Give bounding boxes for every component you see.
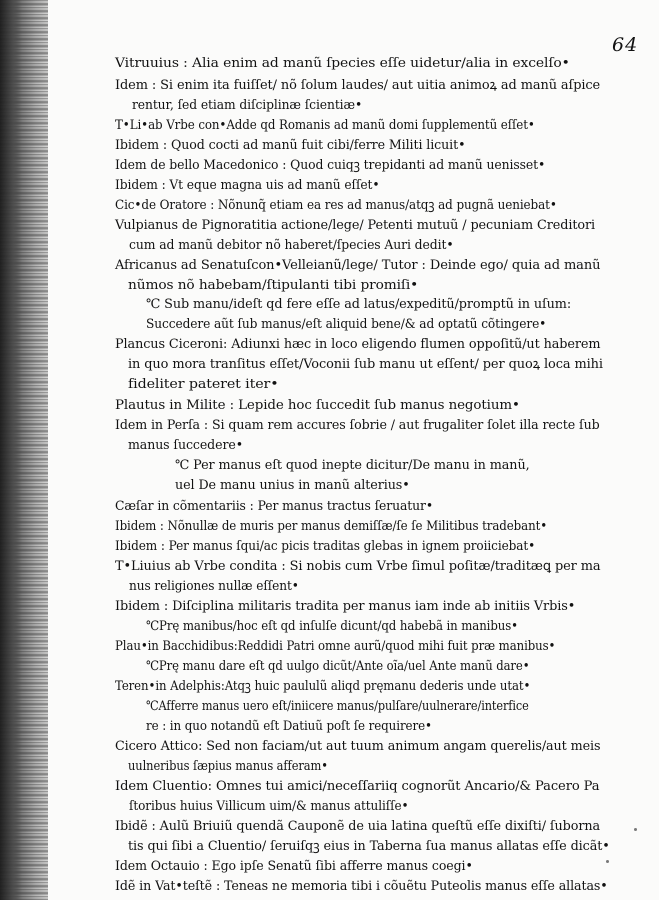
text-line: Ibidem : Diſciplina militaris tradita per manus iam inde ab initiis Vrbis• [115, 599, 576, 614]
text-line: Idẽ in Vat•teſtẽ : Teneas ne memoria tibi i cõuẽtu Puteolis manus eſſe allatas• [115, 879, 608, 894]
text-line: Teren•in Adelphis:Atqꝫ huic paululũ aliqd pręmanu dederis unde utat• [115, 679, 531, 694]
text-line: manus ſuccedere• [128, 438, 244, 453]
text-line: uel De manu unius in manũ alterius• [175, 478, 410, 493]
binding-shadow [0, 0, 22, 900]
text-line: ℃Prę manu dare eſt qd uulgo dicũt/Ante oĩa/uel Ante manũ dare• [146, 659, 530, 674]
text-line: Ibidem : Quod cocti ad manũ fuit cibi/ferre Militi licuit• [115, 138, 466, 153]
text-line: Plautus in Milite : Lepide hoc ſuccedit ſub manus negotium• [115, 398, 520, 413]
text-line: Idem : Si enim ita fuiſſet/ nõ ſolum laudes/ aut uitia animoꝝ ad manũ aſpice [115, 78, 601, 93]
text-line: ℃Afferre manus uero eſt/iniicere manus/pulſare/uulnerare/interfice [146, 699, 529, 714]
ink-speck [606, 860, 609, 863]
text-line: Cicero Attico: Sed non faciam/ut aut tuum animum angam querelis/aut meis [115, 739, 601, 754]
text-line: tis qui ſibi a Cluentio/ ſeruiſqꝫ eius in Taberna ſua manus allatas eſſe dicãt• [128, 839, 610, 854]
text-line: ſtoribus huius Villicum uim/& manus attuliſſe• [129, 799, 409, 814]
text-line: Ibidem : Per manus ſqui/ac picis traditas glebas in ignem proiiciebat• [115, 539, 536, 554]
text-line: Ibidẽ : Aulũ Briuiũ quendã Cauponẽ de uia latina queſtũ eſſe dixiſti/ ſuborna [115, 819, 600, 834]
text-line: Idem Octauio : Ego ipſe Senatũ ſibi afferre manus coegi• [115, 859, 473, 874]
text-line: nũmos nõ habebam/ſtipulanti tibi promiſi• [128, 278, 419, 293]
text-line: Cic•de Oratore : Nõnunq̃ etiam ea res ad manus/atqꝫ ad pugnã ueniebat• [115, 198, 557, 213]
text-line: uulneribus ſæpius manus afferam• [128, 759, 328, 774]
text-line: Succedere aũt ſub manus/eſt aliquid bene/& ad optatũ cõtingere• [146, 317, 547, 332]
text-line: Idem de bello Macedonico : Quod cuiqꝫ trepidanti ad manũ uenisset• [115, 158, 546, 173]
text-line: Plau•in Bacchidibus:Reddidi Patri omne aurũ/quod mihi fuit præ manibus• [115, 639, 556, 654]
text-line: ℃ Per manus eſt quod inepte dicitur/De manu in manũ, [175, 458, 530, 473]
text-line: Plancus Ciceroni: Adiunxi hæc in loco eligendo flumen oppoſitũ/ut haberem [115, 337, 601, 352]
text-line: Idem Cluentio: Omnes tui amici/neceſſariiq cognorũt Ancario/& Pacero Pa [115, 779, 600, 794]
text-line: T•Li•ab Vrbe con•Adde qd Romanis ad manũ domi ſupplementũ eſſet• [115, 118, 535, 133]
text-line: cum ad manũ debitor nõ haberet/ſpecies Auri dedit• [129, 238, 454, 253]
text-line: Africanus ad Senatuſcon•Velleianũ/lege/ Tutor : Deinde ego/ quia ad manũ [115, 258, 601, 273]
text-line: T•Liuius ab Vrbe condita : Si nobis cum Vrbe ſimul poſitæ/traditæꝗ per ma [115, 559, 601, 574]
text-line: Vitruuius : Alia enim ad manũ ſpecies eſſe uidetur/alia in excelſo• [115, 56, 570, 71]
text-line: Cæſar in cõmentariis : Per manus tractus ſeruatur• [115, 499, 434, 514]
text-line: nus religiones nullæ eſſent• [129, 579, 299, 594]
text-line: re : in quo notandũ eſt Datiuũ poſt ſe requirere• [146, 719, 432, 734]
ink-speck [634, 828, 637, 831]
text-line: rentur, ſed etiam diſciplinæ ſcientiæ• [132, 98, 363, 113]
text-line: ℃Prę manibus/hoc eſt qd inſulſe dicunt/qd habebã in manibus• [146, 619, 519, 634]
text-line: fideliter pateret iter• [128, 377, 279, 392]
text-line: Ibidem : Nõnullæ de muris per manus demiſſæ/ſe ſe Militibus tradebant• [115, 519, 548, 534]
text-line: Ibidem : Vt eque magna uis ad manũ eſſet• [115, 178, 380, 193]
text-line: Idem in Perſa : Si quam rem accures ſobrie / aut frugaliter ſolet illa recte ſub [115, 418, 600, 433]
text-line: ℃ Sub manu/ideſt qd fere eſſe ad latus/expeditũ/promptũ in uſum: [146, 297, 572, 312]
text-line: Vulpianus de Pignoratitia actione/lege/ Petenti mutuũ / pecuniam Creditori [115, 218, 596, 233]
page-number: 64 [612, 34, 639, 56]
text-line: in quo mora tranſitus eſſet/Voconii ſub manu ut eſſent/ per quoꝝ loca mihi [128, 357, 603, 372]
